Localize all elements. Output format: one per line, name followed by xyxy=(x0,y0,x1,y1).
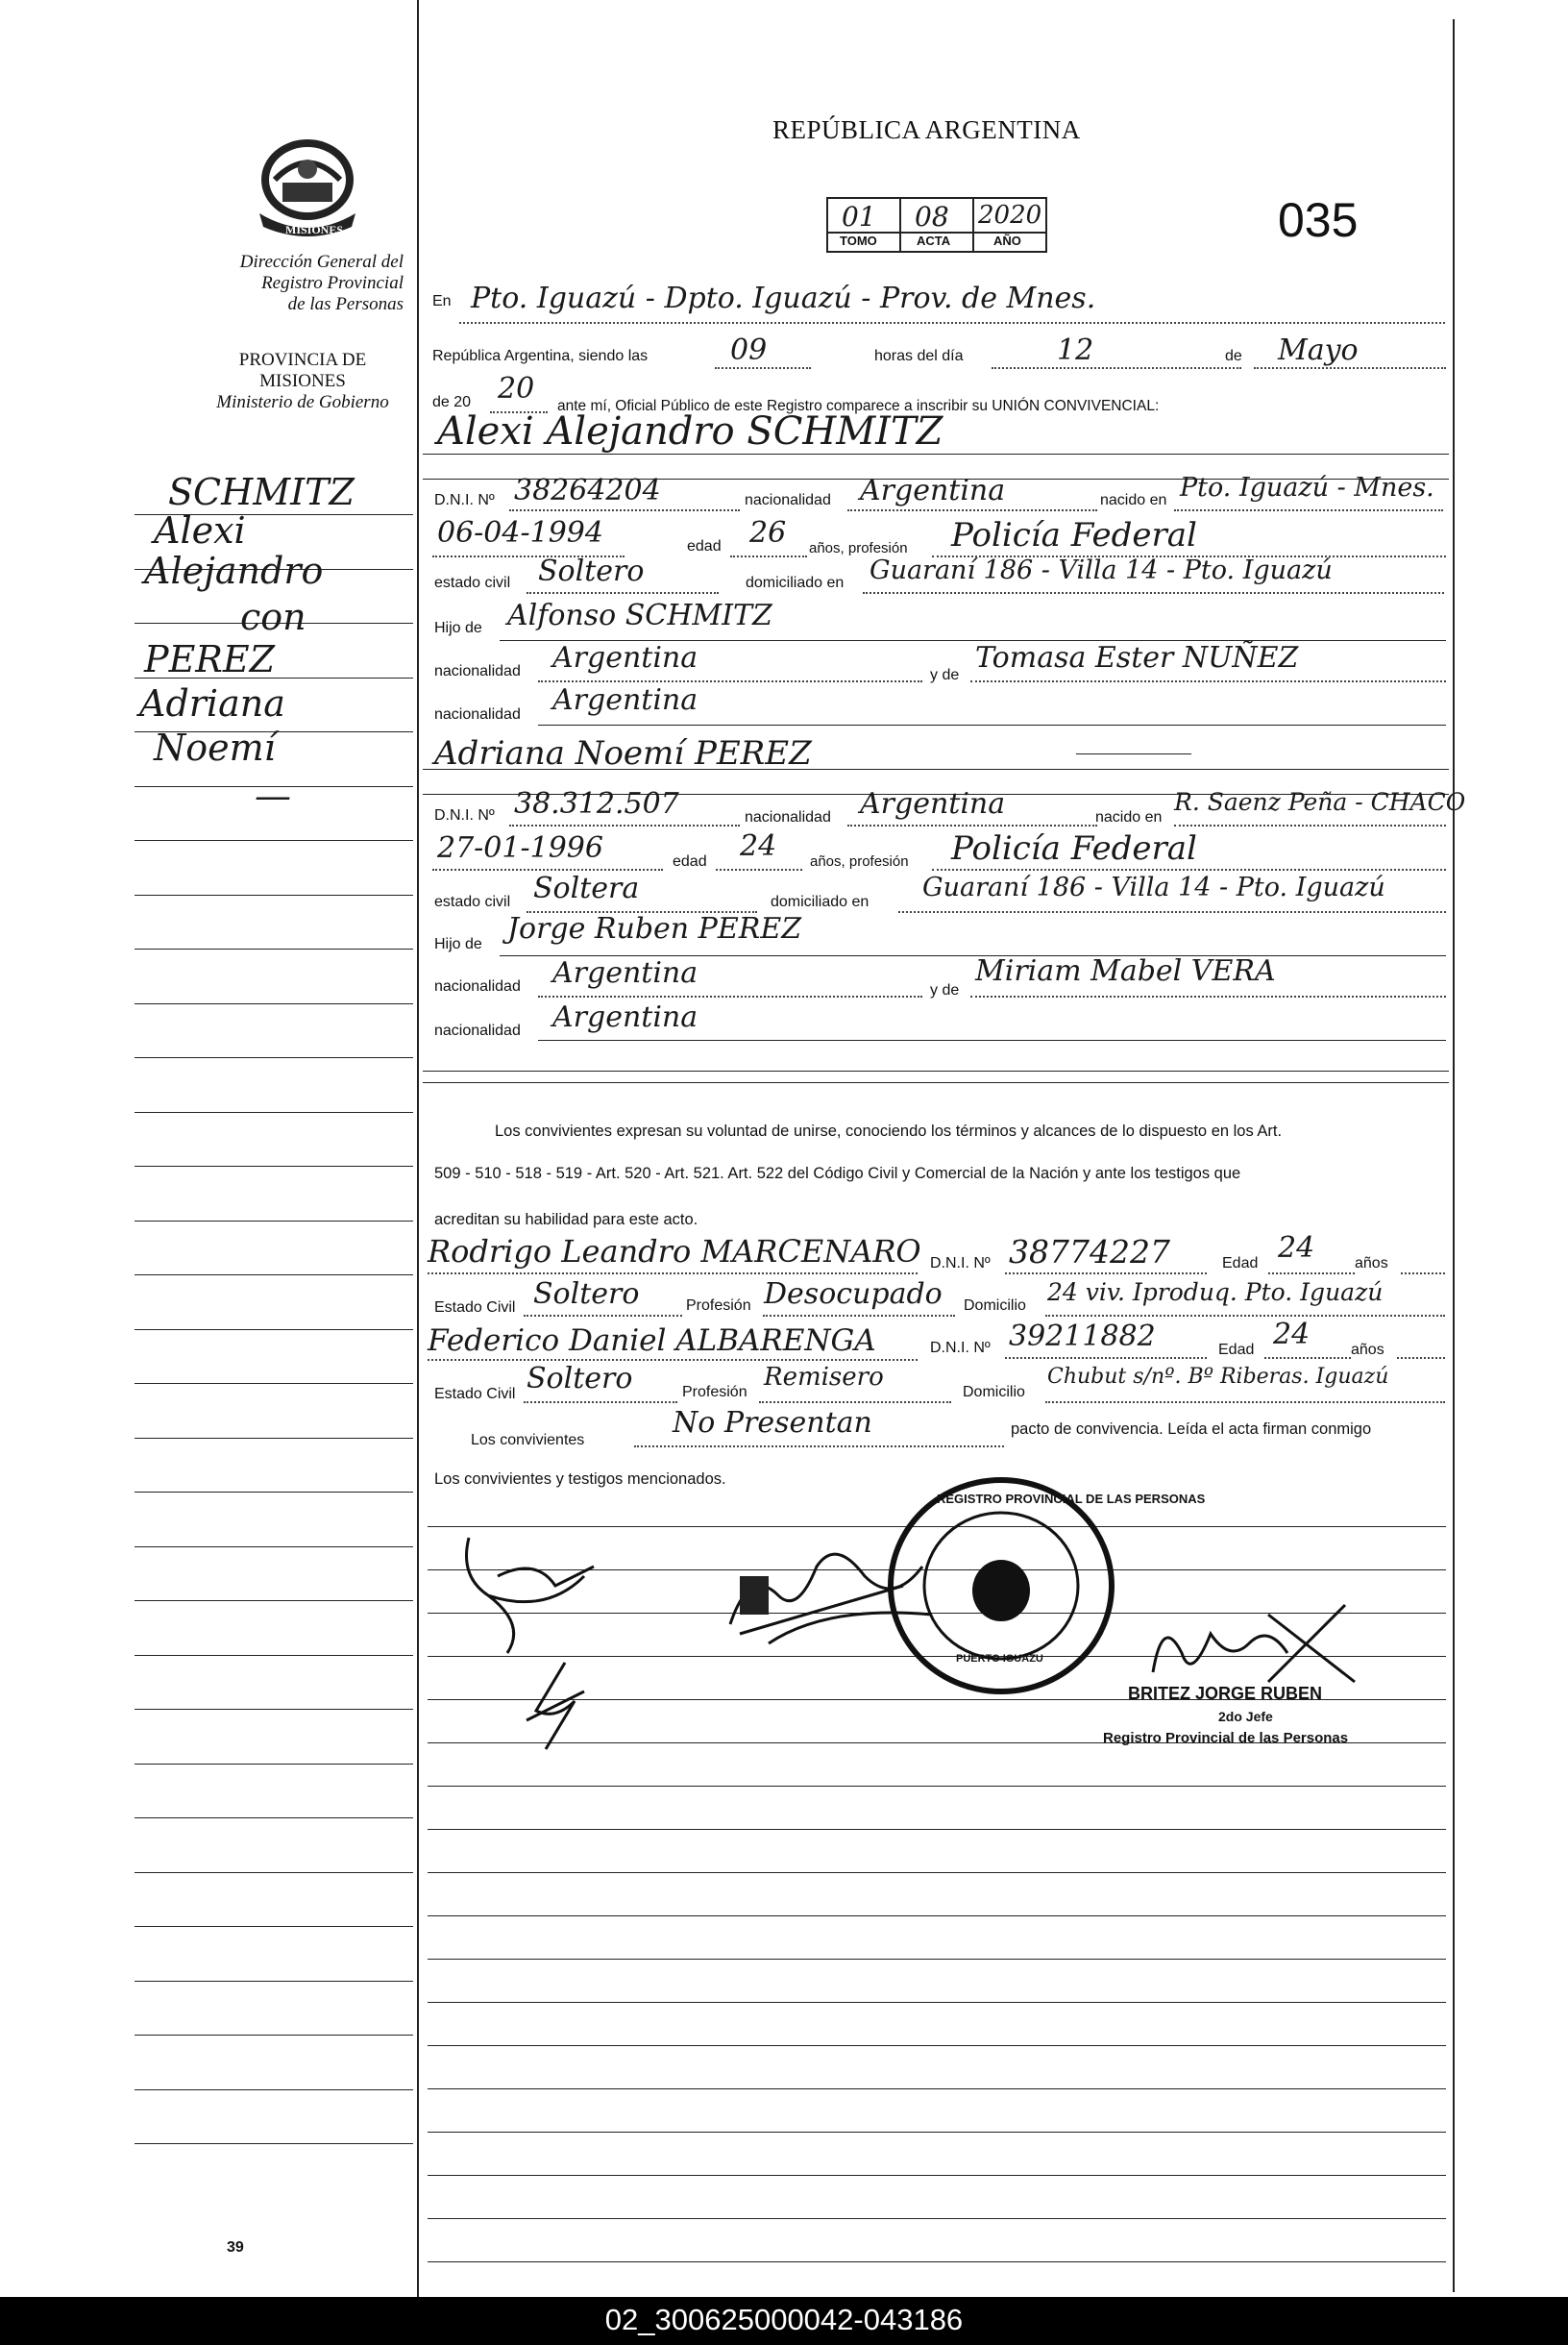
stamp-inner-text: PUERTO IGUAZU xyxy=(956,1653,1043,1665)
w1-dni: 38774227 xyxy=(1009,1233,1170,1271)
signature-1 xyxy=(450,1518,623,1759)
closing-text: pacto de convivencia. Leída el acta firman conmigo xyxy=(1011,1420,1372,1438)
w2-dni-label: D.N.I. Nº xyxy=(930,1340,991,1356)
p1-nacido-en: Pto. Iguazú - Mnes. xyxy=(1180,473,1434,503)
anio-label: AÑO xyxy=(993,234,1021,248)
en-label: En xyxy=(432,293,452,309)
closing-label: Los convivientes xyxy=(471,1432,585,1448)
w2-domicilio: Chubut s/nº. Bº Riberas. Iguazú xyxy=(1047,1365,1389,1389)
p2-edad: 24 xyxy=(740,829,777,863)
act-number: 035 xyxy=(1278,193,1359,247)
sidebar-rule xyxy=(135,1764,413,1765)
p1-hijo-label: Hijo de xyxy=(434,620,482,636)
sidebar-rule xyxy=(135,1872,413,1873)
p1-birth-date: 06-04-1994 xyxy=(437,516,603,550)
p2-nac-padre-label: nacionalidad xyxy=(434,978,521,995)
p1-edad-label: edad xyxy=(687,538,722,555)
horas-label: horas del día xyxy=(874,348,964,364)
hour-value: 09 xyxy=(730,333,768,367)
w2-dom-label: Domicilio xyxy=(963,1384,1025,1400)
p1-dom-label: domiciliado en xyxy=(746,575,845,591)
w2-edad: 24 xyxy=(1273,1318,1311,1351)
p1-prof-label: años, profesión xyxy=(809,540,908,556)
country-title: REPÚBLICA ARGENTINA xyxy=(772,115,1081,144)
signature-rule xyxy=(428,2045,1446,2046)
w1-domicilio: 24 viv. Iproduq. Pto. Iguazú xyxy=(1047,1278,1384,1306)
official-title: 2do Jefe xyxy=(1218,1709,1273,1724)
rep-label: República Argentina, siendo las xyxy=(432,348,649,364)
w2-dni: 39211882 xyxy=(1009,1320,1156,1353)
sidebar-org-line2: Registro Provincial xyxy=(261,273,404,293)
sidebar-rule xyxy=(135,2035,413,2036)
signature-rule xyxy=(428,1915,1446,1916)
p2-dni-label: D.N.I. Nº xyxy=(434,807,495,824)
signature-rule xyxy=(428,1786,1446,1787)
sidebar-rule xyxy=(135,840,413,841)
signature-rule xyxy=(428,1872,1446,1873)
w1-civil-label: Estado Civil xyxy=(434,1299,516,1316)
seal-ribbon-text: MISIONES xyxy=(285,223,344,236)
p2-nacionalidad: Argentina xyxy=(860,787,1006,821)
p2-nac-madre-label: nacionalidad xyxy=(434,1023,521,1039)
w1-prof-label: Profesión xyxy=(686,1297,751,1314)
sidebar-rule xyxy=(135,895,413,896)
person2-name: Adriana Noemí PEREZ xyxy=(434,734,812,773)
signature-rule xyxy=(428,2132,1446,2133)
p2-nac-madre: Argentina xyxy=(552,1000,698,1034)
en-value: Pto. Iguazú - Dpto. Iguazú - Prov. de Mnes. xyxy=(471,282,1096,315)
anio-value: 2020 xyxy=(978,201,1042,230)
sidebar-rule xyxy=(135,2143,413,2144)
w2-profesion: Remisero xyxy=(764,1363,884,1392)
p1-nac-padre-label: nacionalidad xyxy=(434,663,521,679)
sidebar-rule xyxy=(135,1057,413,1058)
sidebar-rule xyxy=(135,1003,413,1004)
p1-estado-civil: Soltero xyxy=(538,555,645,588)
acta-label: ACTA xyxy=(917,234,951,248)
sidebar-rule xyxy=(135,1817,413,1818)
w1-name: Rodrigo Leandro MARCENARO xyxy=(428,1233,921,1270)
footer-barcode-text: 02_300625000042-043186 xyxy=(604,2303,964,2336)
p2-madre: Miriam Mabel VERA xyxy=(975,954,1276,988)
w1-estado-civil: Soltero xyxy=(533,1277,640,1311)
p1-nac-padre: Argentina xyxy=(552,641,698,675)
margin-note-1: Alexi xyxy=(154,509,246,552)
p2-nac-padre: Argentina xyxy=(552,956,698,990)
sidebar-rule xyxy=(135,1981,413,1982)
p2-birth-date: 27-01-1996 xyxy=(437,831,603,865)
w1-profesion: Desocupado xyxy=(764,1277,943,1311)
p1-profesion: Policía Federal xyxy=(951,516,1197,555)
p2-nacido-label: nacido en xyxy=(1095,809,1163,826)
w1-edad: 24 xyxy=(1278,1231,1315,1265)
sidebar-rule xyxy=(135,1438,413,1439)
year-value: 20 xyxy=(498,372,535,406)
p1-nacido-label: nacido en xyxy=(1100,492,1167,508)
w1-edad-label: Edad xyxy=(1222,1255,1259,1271)
w2-civil-label: Estado Civil xyxy=(434,1386,516,1402)
sidebar-rule xyxy=(135,1383,413,1384)
day-value: 12 xyxy=(1057,333,1094,367)
sidebar-rule xyxy=(135,1926,413,1927)
year-prefix: de 20 xyxy=(432,394,472,410)
p1-nacionalidad: Argentina xyxy=(860,474,1006,507)
p2-nac-label: nacionalidad xyxy=(745,809,831,826)
legal-line-3: acreditan su habilidad para este acto. xyxy=(434,1211,698,1228)
p2-estado-civil: Soltera xyxy=(533,872,640,905)
closing-value: No Presentan xyxy=(673,1406,872,1440)
sidebar-rule xyxy=(135,949,413,950)
margin-note-2: Alejandro xyxy=(144,550,324,592)
p1-yde-label: y de xyxy=(930,667,960,683)
sidebar-prov-line2: MISIONES xyxy=(259,371,346,391)
sidebar-rule xyxy=(135,1166,413,1167)
margin-note-0: SCHMITZ xyxy=(168,471,355,513)
sidebar-rule xyxy=(135,1546,413,1547)
signature-rule xyxy=(428,1829,1446,1830)
p1-civil-label: estado civil xyxy=(434,575,511,591)
p1-nac-label: nacionalidad xyxy=(745,492,831,508)
w1-dom-label: Domicilio xyxy=(964,1297,1026,1314)
signature-rule xyxy=(428,2088,1446,2089)
p1-nac-madre: Argentina xyxy=(552,683,698,717)
p2-padre: Jorge Ruben PEREZ xyxy=(507,912,802,946)
p2-nacido-en: R. Saenz Peña - CHACO xyxy=(1174,788,1466,816)
margin-note-4: PEREZ xyxy=(144,638,276,680)
p2-domicilio: Guaraní 186 - Villa 14 - Pto. Iguazú xyxy=(922,873,1385,902)
margin-note-7: — xyxy=(255,775,291,817)
p2-dni: 38.312.507 xyxy=(514,787,679,821)
w2-anos-label: años xyxy=(1351,1342,1384,1358)
signature-rule xyxy=(428,1959,1446,1960)
margin-note-3: con xyxy=(240,596,306,638)
sidebar-rule xyxy=(135,1112,413,1113)
w2-edad-label: Edad xyxy=(1218,1342,1255,1358)
p1-edad: 26 xyxy=(749,516,787,550)
sidebar-rule xyxy=(135,1274,413,1275)
sidebar-rule xyxy=(135,1600,413,1601)
de-label: de xyxy=(1225,348,1242,364)
p2-prof-label: años, profesión xyxy=(810,853,909,870)
legal-line-1: Los convivientes expresan su voluntad de unirse, conociendo los términos y alcances de lo dispuesto en los Art. xyxy=(495,1123,1283,1140)
p1-madre: Tomasa Ester NUÑEZ xyxy=(975,641,1299,675)
signature-rule xyxy=(428,2218,1446,2219)
w1-dni-label: D.N.I. Nº xyxy=(930,1255,991,1271)
month-value: Mayo xyxy=(1278,333,1359,367)
person1-name: Alexi Alejandro SCHMITZ xyxy=(437,409,943,454)
p1-nac-madre-label: nacionalidad xyxy=(434,706,521,723)
sidebar-rule xyxy=(135,1492,413,1493)
signature-rule xyxy=(428,2261,1446,2262)
closing-line2: Los convivientes y testigos mencionados. xyxy=(434,1470,726,1488)
legal-line-2: 509 - 510 - 518 - 519 - Art. 520 - Art. 521. Art. 522 del Código Civil y Comercial de la Nación y ante los testigos que xyxy=(434,1165,1241,1182)
p1-dni: 38264204 xyxy=(514,474,661,507)
official-office: Registro Provincial de las Personas xyxy=(1103,1730,1349,1746)
p2-hijo-label: Hijo de xyxy=(434,936,482,952)
tomo-label: TOMO xyxy=(840,234,877,248)
p2-dom-label: domiciliado en xyxy=(771,894,870,910)
sidebar-prov-line1: PROVINCIA DE xyxy=(238,350,367,370)
sidebar-ministry: Ministerio de Gobierno xyxy=(216,392,389,412)
margin-note-5: Adriana xyxy=(139,682,285,725)
p1-padre: Alfonso SCHMITZ xyxy=(507,599,772,632)
left-column-divider xyxy=(417,0,419,2297)
volume-box xyxy=(826,197,1047,253)
p1-domicilio: Guaraní 186 - Villa 14 - Pto. Iguazú xyxy=(870,555,1333,585)
p2-edad-label: edad xyxy=(673,853,707,870)
w1-anos-label: años xyxy=(1355,1255,1388,1271)
sidebar-rule xyxy=(135,1221,413,1222)
p2-profesion: Policía Federal xyxy=(951,829,1197,868)
sidebar-org-line3: de las Personas xyxy=(287,294,404,314)
w2-name: Federico Daniel ALBARENGA xyxy=(428,1323,876,1358)
margin-note-6: Noemí xyxy=(154,727,276,769)
sidebar-rule xyxy=(135,1709,413,1710)
p2-civil-label: estado civil xyxy=(434,894,511,910)
sidebar-rule xyxy=(135,1655,413,1656)
sidebar-org-line1: Dirección General del xyxy=(239,252,404,272)
page-number: 39 xyxy=(227,2239,244,2256)
p2-yde-label: y de xyxy=(930,982,960,999)
right-border xyxy=(1453,19,1455,2292)
stamp-outer-text: REGISTRO PROVINCIAL DE LAS PERSONAS xyxy=(937,1492,1206,1506)
signature-rule xyxy=(428,2002,1446,2003)
tomo-value: 01 xyxy=(842,201,876,233)
official-name: BRITEZ JORGE RUBEN xyxy=(1128,1684,1323,1703)
sidebar-rule xyxy=(135,1329,413,1330)
w2-estado-civil: Soltero xyxy=(527,1362,633,1395)
sidebar-province xyxy=(144,350,404,413)
sidebar-org xyxy=(144,252,404,315)
p1-dni-label: D.N.I. Nº xyxy=(434,492,495,508)
w2-prof-label: Profesión xyxy=(682,1384,747,1400)
acta-value: 08 xyxy=(915,201,949,233)
sidebar-rule xyxy=(135,2089,413,2090)
signature-rule xyxy=(428,2175,1446,2176)
declaration: ante mí, Oficial Público de este Registro comparece a inscribir su UNIÓN CONVIVENCIAL: xyxy=(557,398,1160,414)
